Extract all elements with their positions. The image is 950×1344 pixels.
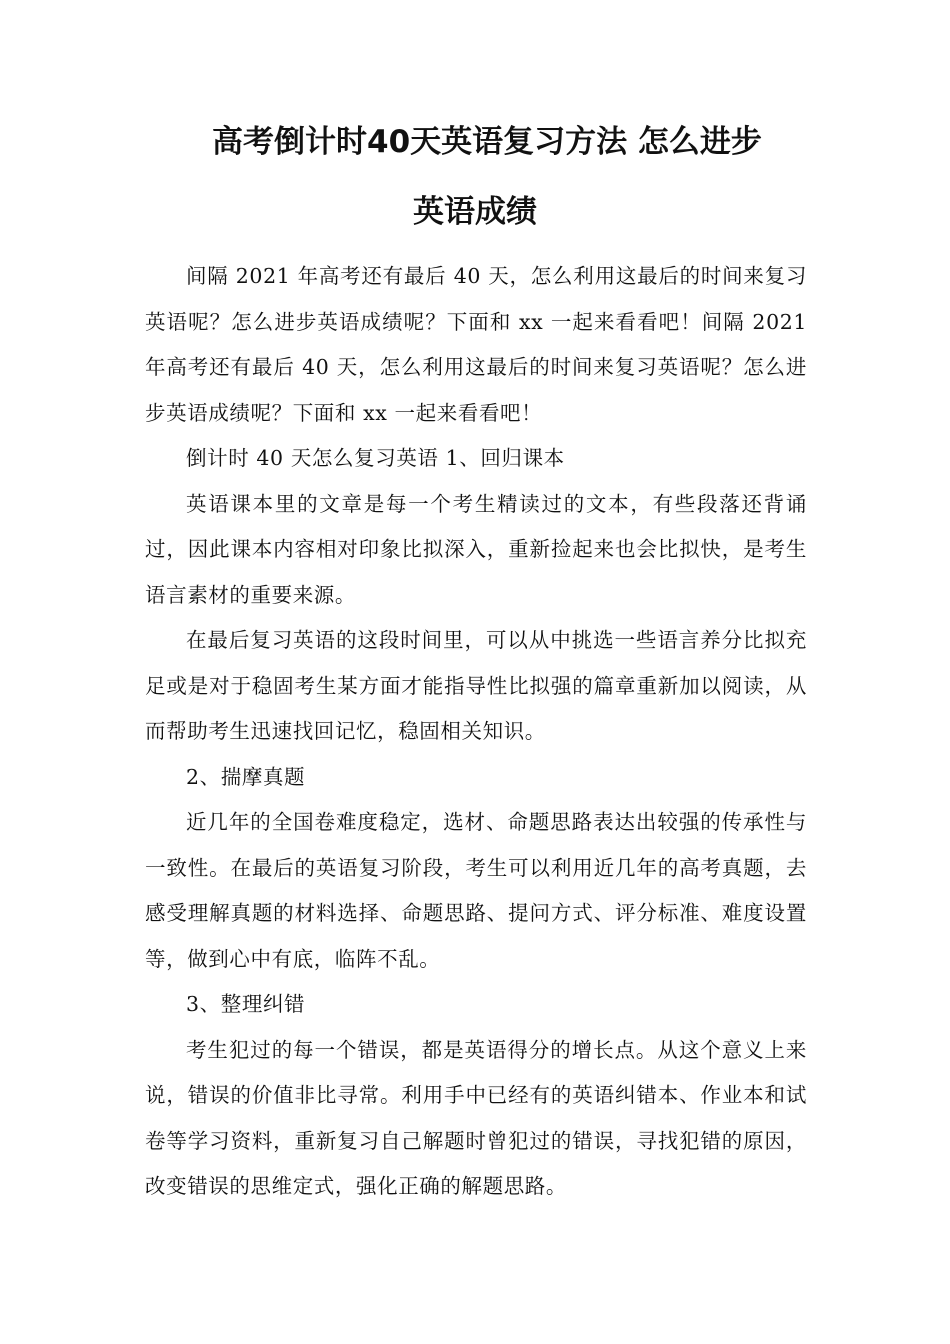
paragraph-textbook-review: 在最后复习英语的这段时间里，可以从中挑选一些语言养分比拟充足或是对于稳固考生某方面才能指导性比拟强的篇章重新加以阅读，从而帮助考生迅速找回记忆，稳固相关知识。 <box>145 628 807 743</box>
paragraph-textbook: 英语课本里的文章是每一个考生精读过的文本，有些段落还背诵过，因此课本内容相对印象比拟深入，重新捡起来也会比拟快，是考生语言素材的重要来源。 <box>145 491 807 607</box>
section-heading-3: 3、整理纠错 <box>186 992 306 1016</box>
paragraph-error-correction: 考生犯过的每一个错误，都是英语得分的增长点。从这个意义上来说，错误的价值非比寻常。利用手中已经有的英语纠错本、作业本和试卷等学习资料，重新复习自己解题时曾犯过的错误，寻找犯错的原因，改变错误的思维定式，强化正确的解题思路。 <box>145 1037 807 1198</box>
document-body <box>145 254 807 1210</box>
paragraph-intro: 间隔 2021 年高考还有最后 40 天，怎么利用这最后的时间来复习英语呢？怎么进步英语成绩呢？下面和 xx 一起来看看吧！间隔 2021 年高考还有最后 40 天，怎么利用这最后的时间来复习英语呢？怎么进步英语成绩呢？下面和 xx 一起来看看吧！ <box>145 264 807 425</box>
section-heading-2: 2、揣摩真题 <box>186 764 306 789</box>
paragraph-past-papers: 近几年的全国卷难度稳定，选材、命题思路表达出较强的传承性与一致性。在最后的英语复习阶段，考生可以利用近几年的高考真题，去感受理解真题的材料选择、命题思路、提问方式、评分标准、难度设置等，做到心中有底，临阵不乱。 <box>145 810 807 971</box>
document-title-line2: 英语成绩 <box>413 194 537 230</box>
section-heading-1: 倒计时 40 天怎么复习英语 1、回归课本 <box>186 446 565 470</box>
document-title-line1: 高考倒计时40天英语复习方法 怎么进步 <box>212 124 762 160</box>
